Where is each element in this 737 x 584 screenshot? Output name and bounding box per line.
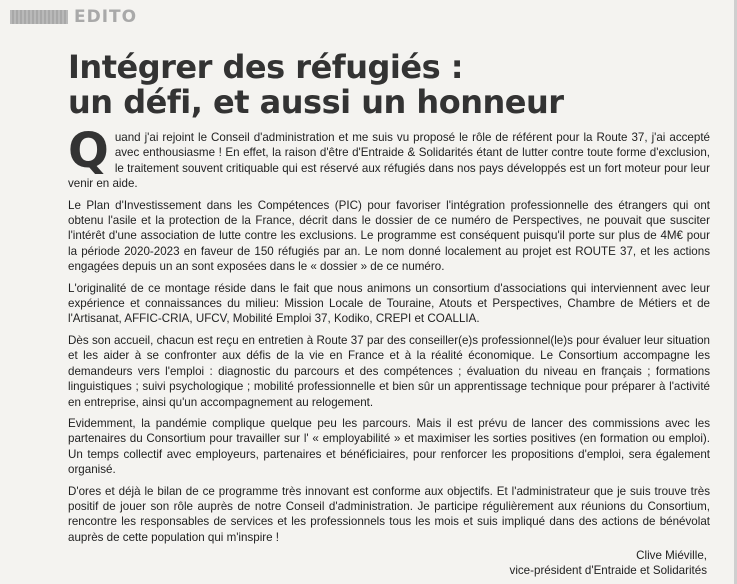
signature-role: vice-président d'Entraide et Solidarités: [509, 564, 707, 578]
signature-name: Clive Miéville,: [636, 549, 707, 562]
paragraph-5: Evidemment, la pandémie complique quelque peu les parcours. Mais il est prévu de lancer des commissions avec les partenaires du Consortium pour travailler sur l' « employabilité » et maximiser les sorties positives (en formation ou emploi). Un temps collectif avec employeurs, partenaires et bénéficiaires, pour renforcer les propositions d'emploi, sera également organisé.: [68, 416, 710, 477]
headline-line-2: un défi, et aussi un honneur: [68, 83, 564, 121]
section-tag-bar: [10, 10, 68, 24]
signature: [510, 548, 707, 579]
paragraph-1: [68, 123, 710, 192]
headline-line-1: Intégrer des réfugiés :: [68, 48, 464, 86]
paragraph-3: L'originalité de ce montage réside dans le fait que nous animons un consortium d'associations qui interviennent avec leur expérience et connaissances du milieu: Mission Locale de Touraine, Atouts et Perspectives, Chambre de Métiers et de l'Artisanat, AFFIC-CRIA, UFCV, Mobilité Emploi 37, Kodiko, CREPI et COALLIA.: [68, 281, 710, 326]
headline: [68, 50, 708, 120]
paragraph-4: Dès son accueil, chacun est reçu en entretien à Route 37 par des conseiller(e)s professionnel(le)s pour évaluer leur situation et les aider à se confronter aux défis de la vie en France et à la réalité économique. Le Consortium accompagne les demandeurs vers l'emploi : diagnostic du parcours et des compétences ; évaluation du niveau en français ; formations linguistiques ; suivi psychologique ; mobilité professionnelle et bien sûr un apprentissage technique pour préparer à l'activité en entreprise, ainsi qu'un accompagnement au relogement.: [68, 333, 710, 409]
drop-cap: Q: [68, 123, 109, 179]
paragraph-1-text: uand j'ai rejoint le Conseil d'administration et me suis vu proposé le rôle de référent pour la Route 37, j'ai accepté avec enthousiasme ! En effet, la raison d'être d'Entraide & Solidarités étant de lutter contre toute forme d'exclusion, le traitement souvent critiquable qui est réservé aux réfugiés dans nos pays développés est un fort moteur pour leur venir en aide.: [68, 131, 710, 191]
article-body: [68, 123, 710, 551]
section-label: EDITO: [74, 7, 138, 27]
paragraph-6: D'ores et déjà le bilan de ce programme très innovant est conforme aux objectifs. Et l'administrateur que je suis trouve très positif de jouer son rôle auprès de notre Conseil d'administration. Je participe régulièrement aux réunions du Consortium, rencontre les responsables de services et les professionnels tous les mois et suis impliqué dans des actions de bénévolat auprès de cette population qui m'inspire !: [68, 484, 710, 544]
section-tag: [10, 6, 137, 28]
paragraph-2: Le Plan d'Investissement dans les Compétences (PIC) pour favoriser l'intégration professionnelle des étrangers qui ont obtenu l'asile et la protection de la France, décrit dans le dossier de ce numéro de Perspectives, ne pouvait que susciter l'intérêt d'une association de lutte contre les exclusions. Le programme est conséquent puisqu'il porte sur plus de 4M€ pour la période 2020-2023 en faveur de 150 réfugiés par an. Le nom donné localement au projet est ROUTE 37, et les actions engagées depuis un an sont exposées dans le « dossier » de ce numéro.: [68, 198, 710, 274]
